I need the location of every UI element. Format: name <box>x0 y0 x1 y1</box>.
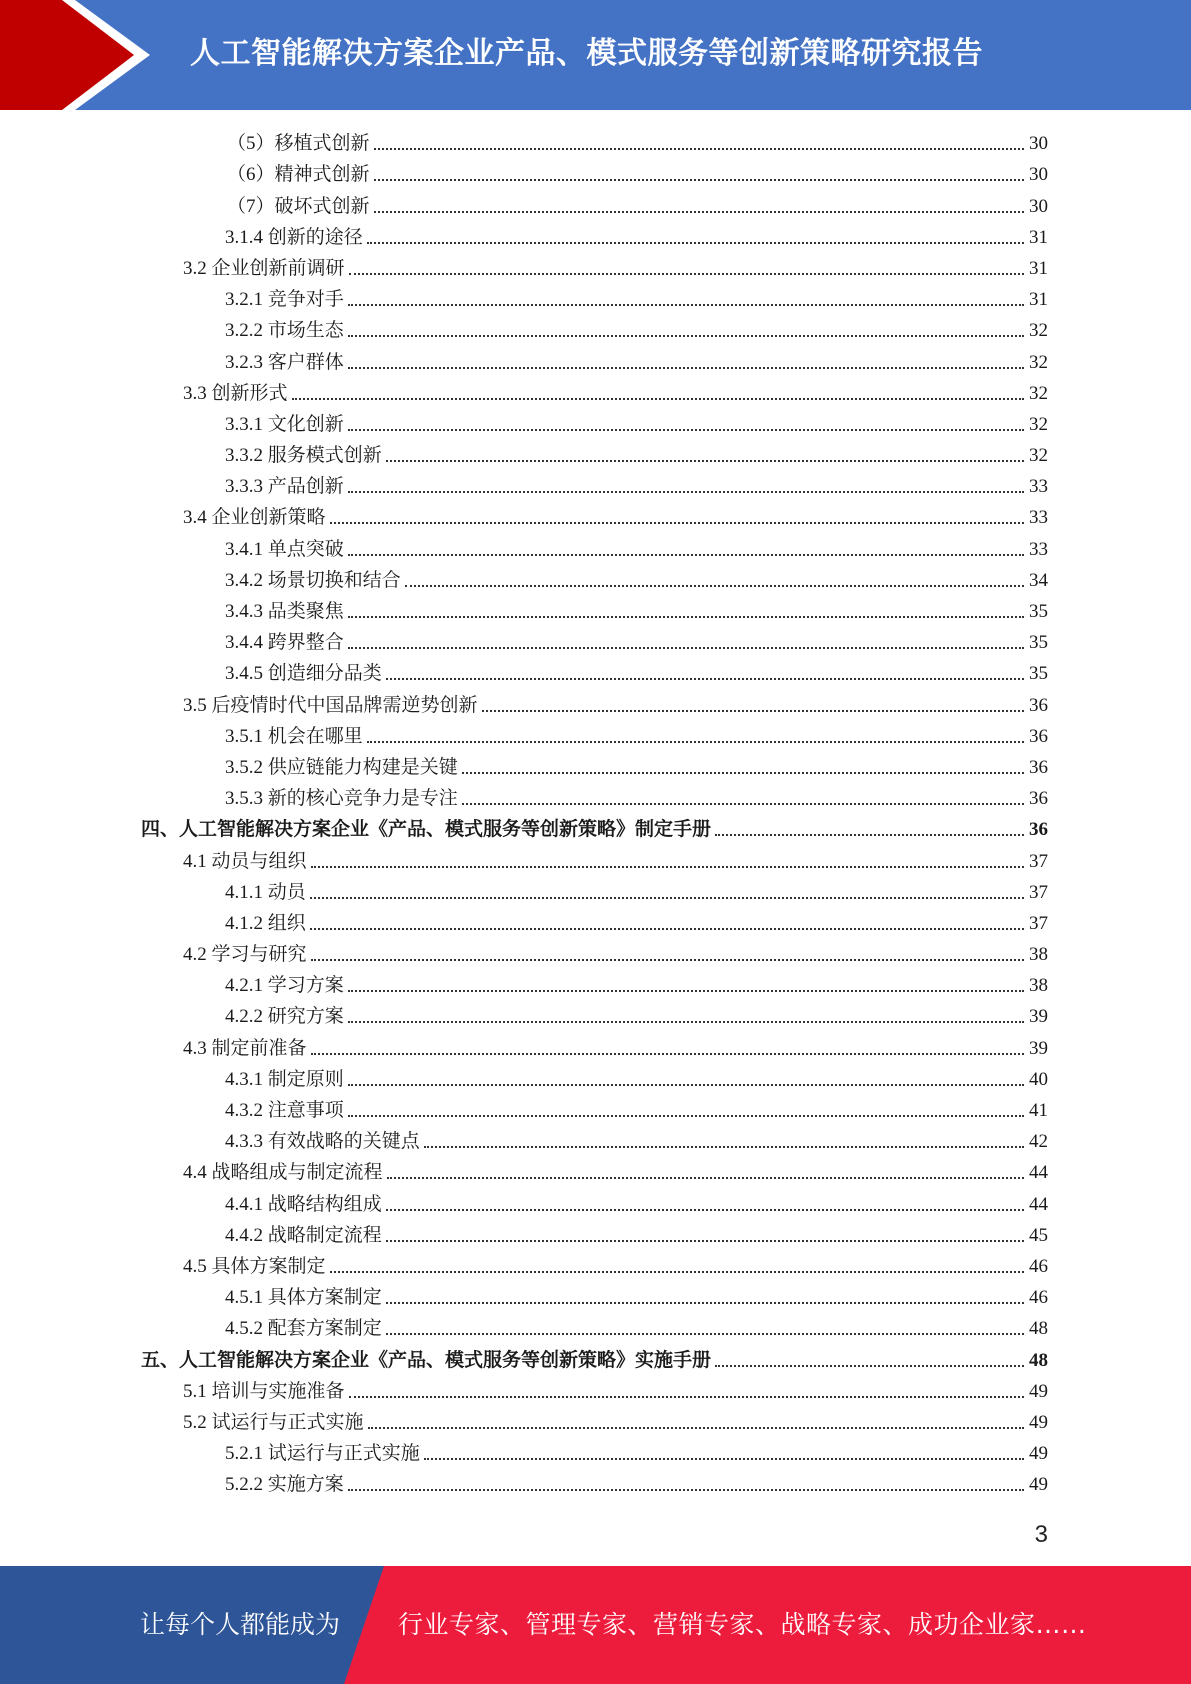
page-number: 3 <box>1034 1521 1048 1548</box>
toc-entry-label: 3.4.2 场景切换和结合 <box>225 569 401 591</box>
toc-entry[interactable] <box>0 1469 1191 1500</box>
toc-dot-leader <box>424 1146 1024 1148</box>
table-of-contents <box>0 128 1191 1500</box>
toc-dot-leader <box>386 1209 1024 1211</box>
toc-dot-leader <box>482 710 1024 712</box>
toc-entry-page: 45 <box>1029 1224 1048 1246</box>
toc-entry-page: 31 <box>1029 289 1048 311</box>
toc-entry-label: 3.4.3 品类聚焦 <box>225 601 344 622</box>
toc-entry-label: 3.2.2 市场生态 <box>225 320 344 342</box>
toc-entry-label: 3.4 企业创新策略 <box>183 507 326 529</box>
toc-dot-leader <box>387 1177 1024 1179</box>
toc-dot-leader <box>367 242 1024 244</box>
toc-entry[interactable] <box>0 533 1191 564</box>
toc-dot-leader <box>348 304 1024 306</box>
toc-dot-leader <box>386 1302 1024 1304</box>
toc-dot-leader <box>348 647 1024 649</box>
toc-entry[interactable] <box>0 315 1191 346</box>
toc-entry-page: 36 <box>1029 725 1048 747</box>
toc-entry-page: 40 <box>1029 1068 1048 1090</box>
toc-entry[interactable] <box>0 1126 1191 1157</box>
toc-entry[interactable] <box>0 128 1191 159</box>
toc-entry-page: 33 <box>1029 507 1048 529</box>
toc-entry-label: 4.3.1 制定原则 <box>225 1068 344 1090</box>
toc-entry[interactable] <box>0 721 1191 752</box>
toc-entry-label: 3.1.4 创新的途径 <box>225 226 363 248</box>
toc-entry[interactable] <box>0 1032 1191 1063</box>
toc-entry[interactable] <box>0 502 1191 533</box>
toc-entry[interactable] <box>0 378 1191 409</box>
toc-dot-leader <box>374 179 1024 181</box>
toc-entry[interactable] <box>0 1376 1191 1407</box>
toc-dot-leader <box>348 491 1024 493</box>
page-header <box>0 0 1191 110</box>
toc-entry-label: 3.3 创新形式 <box>183 382 288 404</box>
toc-entry[interactable] <box>0 845 1191 876</box>
toc-entry-page: 37 <box>1029 881 1048 903</box>
toc-entry[interactable] <box>0 814 1191 845</box>
toc-entry[interactable] <box>0 1188 1191 1219</box>
header-chevron-decoration <box>0 0 170 110</box>
toc-entry-label: 3.5.3 新的核心竞争力是专注 <box>225 788 458 810</box>
toc-entry-label: （7）破坏式创新 <box>227 195 370 217</box>
toc-dot-leader <box>715 834 1024 836</box>
toc-dot-leader <box>374 148 1024 150</box>
toc-dot-leader <box>311 959 1024 961</box>
toc-entry-page: 44 <box>1029 1162 1048 1184</box>
toc-entry[interactable] <box>0 159 1191 190</box>
toc-entry-page: 32 <box>1029 413 1048 435</box>
toc-dot-leader <box>348 367 1024 369</box>
toc-dot-leader <box>424 1458 1024 1460</box>
toc-dot-leader <box>348 1489 1024 1491</box>
toc-dot-leader <box>349 1396 1024 1398</box>
toc-entry-page: 32 <box>1029 320 1048 342</box>
toc-dot-leader <box>405 585 1024 587</box>
toc-entry[interactable] <box>0 1438 1191 1469</box>
toc-dot-leader <box>367 741 1024 743</box>
toc-entry-page: 46 <box>1029 1287 1048 1309</box>
toc-entry[interactable] <box>0 596 1191 627</box>
toc-entry-label: 3.3.1 文化创新 <box>225 413 344 435</box>
toc-dot-leader <box>330 522 1024 524</box>
toc-entry[interactable] <box>0 346 1191 377</box>
toc-entry-page: 39 <box>1029 1006 1048 1028</box>
toc-entry[interactable] <box>0 1001 1191 1032</box>
toc-entry[interactable] <box>0 752 1191 783</box>
toc-entry[interactable] <box>0 1220 1191 1251</box>
toc-entry-page: 37 <box>1029 850 1048 872</box>
toc-entry[interactable] <box>0 1282 1191 1313</box>
toc-dot-leader <box>386 1333 1024 1335</box>
toc-dot-leader <box>311 1053 1024 1055</box>
toc-dot-leader <box>348 990 1024 992</box>
toc-entry-label: （6）精神式创新 <box>227 164 370 186</box>
toc-entry-page: 30 <box>1029 133 1048 155</box>
toc-entry-page: 46 <box>1029 1255 1048 1277</box>
toc-entry-label: 3.5.1 机会在哪里 <box>225 725 363 747</box>
toc-entry-label: 4.2.2 研究方案 <box>225 1006 344 1028</box>
toc-dot-leader <box>348 616 1024 618</box>
toc-dot-leader <box>386 678 1024 680</box>
toc-entry-page: 32 <box>1029 445 1048 467</box>
toc-entry-label: 四、人工智能解决方案企业《产品、模式服务等创新策略》制定手册 <box>141 819 712 841</box>
toc-entry-page: 49 <box>1029 1380 1048 1402</box>
toc-entry-label: 3.4.4 跨界整合 <box>225 632 344 654</box>
toc-entry-page: 31 <box>1029 257 1048 279</box>
toc-entry[interactable] <box>0 970 1191 1001</box>
toc-entry-page: 38 <box>1029 944 1048 966</box>
toc-dot-leader <box>330 1271 1024 1273</box>
toc-entry-page: 44 <box>1029 1193 1048 1215</box>
toc-entry[interactable] <box>0 939 1191 970</box>
toc-entry[interactable] <box>0 565 1191 596</box>
toc-entry[interactable] <box>0 1251 1191 1282</box>
toc-dot-leader <box>310 928 1024 930</box>
toc-entry[interactable] <box>0 627 1191 658</box>
toc-entry[interactable] <box>0 658 1191 689</box>
toc-dot-leader <box>348 1084 1024 1086</box>
toc-entry[interactable] <box>0 908 1191 939</box>
toc-dot-leader <box>311 866 1024 868</box>
toc-entry-label: 5.2.2 实施方案 <box>225 1474 344 1496</box>
toc-dot-leader <box>310 897 1024 899</box>
toc-entry-page: 35 <box>1029 601 1048 622</box>
toc-entry-label: 3.2 企业创新前调研 <box>183 257 345 279</box>
toc-entry[interactable] <box>0 1157 1191 1188</box>
toc-entry-page: 33 <box>1029 538 1048 560</box>
toc-entry-page: 41 <box>1029 1100 1048 1121</box>
toc-entry[interactable] <box>0 1064 1191 1095</box>
toc-entry-page: 35 <box>1029 663 1048 685</box>
toc-entry-page: 36 <box>1029 694 1048 716</box>
toc-entry-label: 3.3.3 产品创新 <box>225 476 344 498</box>
toc-entry-label: 3.5.2 供应链能力构建是关键 <box>225 756 458 778</box>
toc-entry[interactable] <box>0 409 1191 440</box>
toc-entry-page: 33 <box>1029 476 1048 498</box>
toc-dot-leader <box>348 1115 1024 1117</box>
toc-entry[interactable] <box>0 1095 1191 1126</box>
toc-dot-leader <box>348 335 1024 337</box>
toc-entry[interactable] <box>0 1344 1191 1375</box>
toc-entry-label: 3.2.3 客户群体 <box>225 351 344 373</box>
footer-slogan-right: 行业专家、管理专家、营销专家、战略专家、成功企业家…… <box>398 1610 1087 1639</box>
toc-entry-label: 4.3.2 注意事项 <box>225 1100 344 1121</box>
toc-entry-page: 30 <box>1029 164 1048 186</box>
toc-dot-leader <box>368 1427 1024 1429</box>
toc-entry-page: 36 <box>1029 819 1048 841</box>
toc-entry-label: 4.1 动员与组织 <box>183 850 307 872</box>
toc-entry[interactable] <box>0 190 1191 221</box>
toc-entry-page: 48 <box>1029 1318 1048 1340</box>
toc-dot-leader <box>349 273 1024 275</box>
toc-entry-label: （5）移植式创新 <box>227 133 370 155</box>
toc-entry-label: 5.2 试运行与正式实施 <box>183 1411 364 1433</box>
toc-entry[interactable] <box>0 1313 1191 1344</box>
toc-entry-page: 31 <box>1029 226 1048 248</box>
toc-dot-leader <box>386 1240 1024 1242</box>
toc-dot-leader <box>715 1365 1024 1367</box>
toc-entry-label: 4.1.2 组织 <box>225 912 306 934</box>
toc-entry-page: 30 <box>1029 195 1048 217</box>
toc-entry-page: 49 <box>1029 1474 1048 1496</box>
toc-entry[interactable] <box>0 783 1191 814</box>
toc-dot-leader <box>374 211 1024 213</box>
toc-entry-page: 48 <box>1029 1349 1048 1371</box>
toc-entry-label: 4.1.1 动员 <box>225 881 306 903</box>
toc-entry-label: 3.3.2 服务模式创新 <box>225 445 382 467</box>
toc-entry-page: 49 <box>1029 1411 1048 1433</box>
toc-dot-leader <box>348 429 1024 431</box>
toc-entry-label: 4.4.1 战略结构组成 <box>225 1193 382 1215</box>
toc-entry-label: 3.2.1 竞争对手 <box>225 289 344 311</box>
toc-entry-page: 39 <box>1029 1037 1048 1059</box>
toc-entry[interactable] <box>0 471 1191 502</box>
toc-entry-page: 36 <box>1029 756 1048 778</box>
toc-entry-page: 35 <box>1029 632 1048 654</box>
toc-dot-leader <box>348 1021 1024 1023</box>
toc-entry-label: 4.4.2 战略制定流程 <box>225 1224 382 1246</box>
toc-entry-label: 5.1 培训与实施准备 <box>183 1380 345 1402</box>
toc-dot-leader <box>462 803 1024 805</box>
toc-entry[interactable] <box>0 689 1191 720</box>
toc-entry-page: 34 <box>1029 569 1048 591</box>
toc-entry-label: 4.5.2 配套方案制定 <box>225 1318 382 1340</box>
toc-dot-leader <box>386 460 1024 462</box>
toc-entry-label: 4.2 学习与研究 <box>183 944 307 966</box>
toc-entry-label: 4.2.1 学习方案 <box>225 975 344 997</box>
toc-entry[interactable] <box>0 222 1191 253</box>
toc-entry[interactable] <box>0 877 1191 908</box>
toc-entry-label: 五、人工智能解决方案企业《产品、模式服务等创新策略》实施手册 <box>141 1349 712 1371</box>
toc-entry-page: 49 <box>1029 1443 1048 1465</box>
toc-entry-label: 5.2.1 试运行与正式实施 <box>225 1443 420 1465</box>
page-footer <box>0 1566 1191 1684</box>
toc-entry[interactable] <box>0 440 1191 471</box>
toc-entry-label: 4.5.1 具体方案制定 <box>225 1287 382 1309</box>
toc-entry[interactable] <box>0 253 1191 284</box>
toc-dot-leader <box>462 772 1024 774</box>
toc-entry-page: 42 <box>1029 1131 1048 1153</box>
toc-entry-label: 4.4 战略组成与制定流程 <box>183 1162 383 1184</box>
footer-slogan-left: 让每个人都能成为 <box>140 1610 341 1639</box>
report-title: 人工智能解决方案企业产品、模式服务等创新策略研究报告 <box>190 36 983 71</box>
toc-entry-label: 3.5 后疫情时代中国品牌需逆势创新 <box>183 694 478 716</box>
toc-entry-label: 4.3 制定前准备 <box>183 1037 307 1059</box>
toc-entry-page: 38 <box>1029 975 1048 997</box>
toc-dot-leader <box>348 554 1024 556</box>
toc-entry-page: 37 <box>1029 912 1048 934</box>
toc-entry-page: 32 <box>1029 382 1048 404</box>
toc-entry-label: 4.5 具体方案制定 <box>183 1255 326 1277</box>
toc-entry-label: 4.3.3 有效战略的关键点 <box>225 1131 420 1153</box>
toc-entry[interactable] <box>0 284 1191 315</box>
toc-entry-label: 3.4.5 创造细分品类 <box>225 663 382 685</box>
toc-entry-label: 3.4.1 单点突破 <box>225 538 344 560</box>
toc-entry-page: 32 <box>1029 351 1048 373</box>
toc-entry-page: 36 <box>1029 788 1048 810</box>
toc-entry[interactable] <box>0 1407 1191 1438</box>
toc-dot-leader <box>292 398 1024 400</box>
